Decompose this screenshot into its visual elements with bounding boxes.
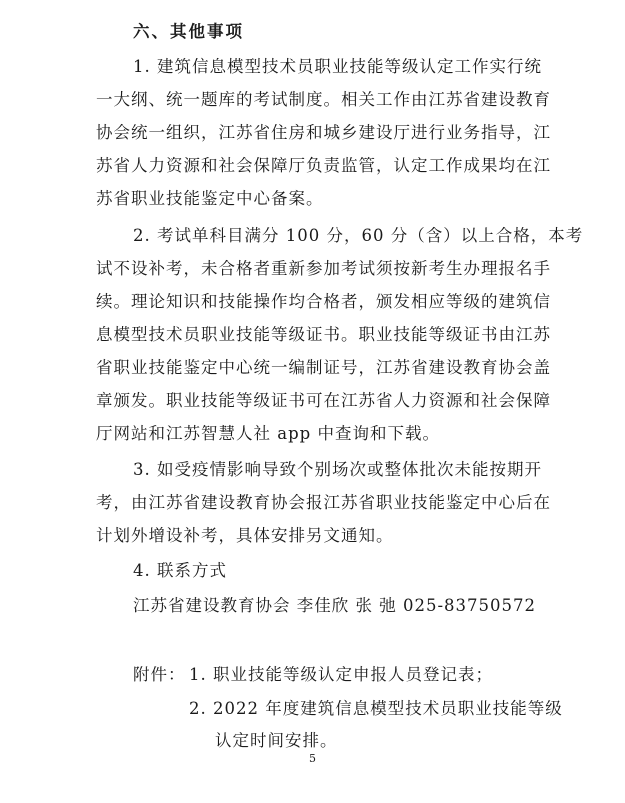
paragraph-2-line-6: 章颁发。职业技能等级证书可在江苏省人力资源和社会保障 <box>96 391 551 410</box>
paragraph-1-line-4: 苏省人力资源和社会保障厅负责监管，认定工作成果均在江 <box>96 156 551 175</box>
contact-line: 江苏省建设教育协会 李佳欣 张 弛 025-83750572 <box>133 596 537 615</box>
paragraph-2-line-7: 厅网站和江苏智慧人社 app 中查询和下载。 <box>96 424 440 443</box>
paragraph-1-line-2: 一大纲、统一题库的考试制度。相关工作由江苏省建设教育 <box>96 90 551 109</box>
paragraph-1-line-3: 协会统一组织，江苏省住房和城乡建设厅进行业务指导，江 <box>96 123 551 142</box>
paragraph-2-line-5: 省职业技能鉴定中心统一编制证号，江苏省建设教育协会盖 <box>96 358 551 377</box>
paragraph-2-line-3: 续。理论知识和技能操作均合格者，颁发相应等级的建筑信 <box>96 292 551 311</box>
contact-label: 4. 联系方式 <box>133 561 227 580</box>
page-number: 5 <box>309 752 316 765</box>
section-heading: 六、其他事项 <box>133 22 244 41</box>
attachment-item-1: 1. 职业技能等级认定申报人员登记表； <box>189 665 493 684</box>
attachment-item-2-line-2: 认定时间安排。 <box>215 731 338 750</box>
attachments-prefix: 附件： <box>133 665 186 684</box>
attachment-item-2-line-1: 2. 2022 年度建筑信息模型技术员职业技能等级 <box>189 699 563 718</box>
paragraph-2-line-1: 2. 考试单科目满分 100 分，60 分（含）以上合格，本考 <box>133 226 584 245</box>
paragraph-3-line-3: 计划外增设补考，具体安排另文通知。 <box>96 526 394 545</box>
paragraph-2-line-4: 息模型技术员职业技能等级证书。职业技能等级证书由江苏 <box>96 325 551 344</box>
paragraph-3-line-2: 考，由江苏省建设教育协会报江苏省职业技能鉴定中心后在 <box>96 493 551 512</box>
paragraph-3-line-1: 3. 如受疫情影响导致个别场次或整体批次未能按期开 <box>133 460 542 479</box>
paragraph-1-line-5: 苏省职业技能鉴定中心备案。 <box>96 189 324 208</box>
paragraph-2-line-2: 试不设补考，未合格者重新参加考试须按新考生办理报名手 <box>96 259 551 278</box>
paragraph-1-line-1: 1. 建筑信息模型技术员职业技能等级认定工作实行统 <box>133 57 542 76</box>
